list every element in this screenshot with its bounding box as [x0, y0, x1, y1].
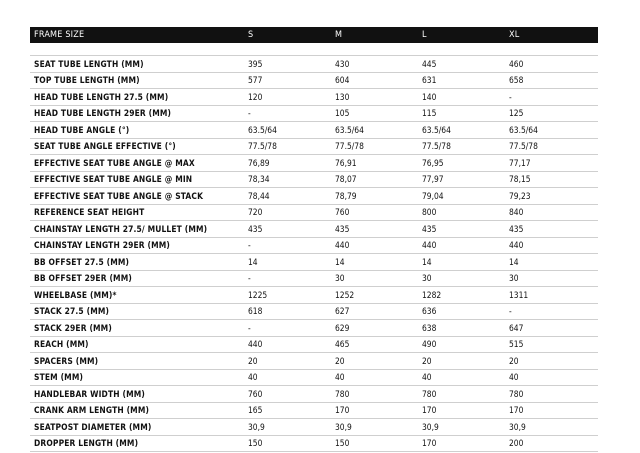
cell-size-l: 140 [422, 91, 437, 102]
cell-size-m: 105 [335, 108, 350, 119]
cell-size-m: 629 [335, 322, 350, 333]
cell-size-l: 77.5/78 [422, 141, 451, 152]
cell-size-s: 435 [248, 223, 263, 234]
row-label: HEAD TUBE LENGTH 27.5 (MM) [34, 91, 169, 102]
row-label: STACK 27.5 (MM) [34, 306, 110, 317]
cell-size-l: 115 [422, 108, 437, 119]
cell-size-l: 20 [422, 355, 432, 366]
row-label: DROPPER LENGTH (MM) [34, 438, 139, 449]
cell-size-xl: - [509, 91, 512, 102]
cell-size-m: 465 [335, 339, 350, 350]
cell-size-s: 395 [248, 58, 263, 69]
cell-size-m: 440 [335, 240, 350, 251]
cell-size-s: 120 [248, 91, 263, 102]
cell-size-l: 638 [422, 322, 437, 333]
table-row [30, 337, 598, 354]
cell-size-xl: 77,17 [509, 157, 531, 168]
row-label: HEAD TUBE LENGTH 29ER (MM) [34, 108, 172, 119]
table-row [30, 139, 598, 156]
cell-size-m: 78,07 [335, 174, 357, 185]
cell-size-s: - [248, 273, 251, 284]
row-label: EFFECTIVE SEAT TUBE ANGLE @ MIN [34, 174, 193, 185]
cell-size-xl: 63.5/64 [509, 124, 538, 135]
cell-size-xl: 79,23 [509, 190, 531, 201]
cell-size-s: 77.5/78 [248, 141, 277, 152]
table-row [30, 205, 598, 222]
cell-size-s: 30,9 [248, 421, 265, 432]
cell-size-s: 618 [248, 306, 263, 317]
table-row [30, 287, 598, 304]
cell-size-xl: 78,15 [509, 174, 531, 185]
cell-size-s: 78,44 [248, 190, 270, 201]
cell-size-l: 14 [422, 256, 432, 267]
cell-size-l: 30 [422, 273, 432, 284]
row-label: SEAT TUBE LENGTH (MM) [34, 58, 144, 69]
cell-size-xl: 170 [509, 405, 524, 416]
cell-size-xl: 840 [509, 207, 524, 218]
cell-size-l: 40 [422, 372, 432, 383]
row-label: BB OFFSET 27.5 (MM) [34, 256, 130, 267]
cell-size-s: 760 [248, 388, 263, 399]
cell-size-xl: 77.5/78 [509, 141, 538, 152]
row-label: REACH (MM) [34, 339, 89, 350]
geometry-table [30, 27, 598, 452]
cell-size-m: 780 [335, 388, 350, 399]
table-row [30, 106, 598, 123]
cell-size-s: - [248, 240, 251, 251]
cell-size-s: 165 [248, 405, 263, 416]
cell-size-s: - [248, 322, 251, 333]
cell-size-l: 440 [422, 240, 437, 251]
cell-size-l: 490 [422, 339, 437, 350]
cell-size-l: 170 [422, 405, 437, 416]
cell-size-s: 63.5/64 [248, 124, 277, 135]
row-label: TOP TUBE LENGTH (MM) [34, 75, 140, 86]
cell-size-l: 30,9 [422, 421, 439, 432]
cell-size-m: 150 [335, 438, 350, 449]
cell-size-xl: 200 [509, 438, 524, 449]
cell-size-s: 40 [248, 372, 258, 383]
row-label: STACK 29ER (MM) [34, 322, 112, 333]
cell-size-m: 63.5/64 [335, 124, 364, 135]
cell-size-m: 604 [335, 75, 350, 86]
row-label: EFFECTIVE SEAT TUBE ANGLE @ STACK [34, 190, 204, 201]
cell-size-m: 30,9 [335, 421, 352, 432]
header-size-xl: XL [509, 30, 520, 40]
cell-size-xl: 30,9 [509, 421, 526, 432]
cell-size-s: 14 [248, 256, 258, 267]
cell-size-xl: 647 [509, 322, 524, 333]
row-label: CRANK ARM LENGTH (MM) [34, 405, 150, 416]
cell-size-m: 14 [335, 256, 345, 267]
table-row [30, 370, 598, 387]
row-label: SEATPOST DIAMETER (MM) [34, 421, 152, 432]
cell-size-s: 76,89 [248, 157, 270, 168]
cell-size-l: 79,04 [422, 190, 444, 201]
cell-size-xl: 1311 [509, 289, 529, 300]
cell-size-xl: 435 [509, 223, 524, 234]
table-row [30, 386, 598, 403]
cell-size-s: 720 [248, 207, 263, 218]
cell-size-m: 77.5/78 [335, 141, 364, 152]
cell-size-xl: 30 [509, 273, 519, 284]
cell-size-s: 1225 [248, 289, 268, 300]
cell-size-l: 170 [422, 438, 437, 449]
cell-size-s: 150 [248, 438, 263, 449]
cell-size-xl: 125 [509, 108, 524, 119]
cell-size-l: 77,97 [422, 174, 444, 185]
cell-size-l: 435 [422, 223, 437, 234]
cell-size-m: 435 [335, 223, 350, 234]
table-row [30, 73, 598, 90]
table-row [30, 122, 598, 139]
cell-size-m: 1252 [335, 289, 355, 300]
row-label: CHAINSTAY LENGTH 29ER (MM) [34, 240, 170, 251]
row-label: BB OFFSET 29ER (MM) [34, 273, 132, 284]
cell-size-xl: - [509, 306, 512, 317]
table-row [30, 172, 598, 189]
cell-size-s: 78,34 [248, 174, 270, 185]
cell-size-m: 760 [335, 207, 350, 218]
cell-size-xl: 40 [509, 372, 519, 383]
row-label: EFFECTIVE SEAT TUBE ANGLE @ MAX [34, 157, 195, 168]
cell-size-xl: 20 [509, 355, 519, 366]
header-size-l: L [422, 30, 427, 40]
table-row [30, 254, 598, 271]
row-label: SEAT TUBE ANGLE EFFECTIVE (°) [34, 141, 176, 152]
cell-size-l: 800 [422, 207, 437, 218]
row-label: WHEELBASE (MM)* [34, 289, 117, 300]
cell-size-m: 430 [335, 58, 350, 69]
cell-size-m: 76,91 [335, 157, 357, 168]
header-size-m: M [335, 30, 343, 40]
table-row [30, 403, 598, 420]
cell-size-m: 20 [335, 355, 345, 366]
cell-size-l: 1282 [422, 289, 442, 300]
table-body [30, 56, 598, 452]
header-spacer [30, 43, 598, 56]
row-label: HANDLEBAR WIDTH (MM) [34, 388, 145, 399]
cell-size-m: 130 [335, 91, 350, 102]
table-row [30, 320, 598, 337]
cell-size-m: 40 [335, 372, 345, 383]
table-header [30, 27, 598, 43]
cell-size-l: 63.5/64 [422, 124, 451, 135]
cell-size-xl: 515 [509, 339, 524, 350]
cell-size-xl: 460 [509, 58, 524, 69]
table-row [30, 188, 598, 205]
cell-size-s: 577 [248, 75, 263, 86]
table-row [30, 419, 598, 436]
table-row [30, 436, 598, 453]
cell-size-s: - [248, 108, 251, 119]
cell-size-l: 631 [422, 75, 437, 86]
row-label: REFERENCE SEAT HEIGHT [34, 207, 145, 218]
row-label: HEAD TUBE ANGLE (°) [34, 124, 130, 135]
table-row [30, 353, 598, 370]
row-label: CHAINSTAY LENGTH 27.5/ MULLET (MM) [34, 223, 208, 234]
cell-size-l: 636 [422, 306, 437, 317]
row-label: STEM (MM) [34, 372, 84, 383]
table-row [30, 221, 598, 238]
cell-size-xl: 658 [509, 75, 524, 86]
cell-size-m: 627 [335, 306, 350, 317]
cell-size-s: 20 [248, 355, 258, 366]
cell-size-l: 76,95 [422, 157, 444, 168]
cell-size-l: 780 [422, 388, 437, 399]
cell-size-xl: 780 [509, 388, 524, 399]
cell-size-xl: 440 [509, 240, 524, 251]
cell-size-m: 78,79 [335, 190, 357, 201]
table-row [30, 56, 598, 73]
cell-size-s: 440 [248, 339, 263, 350]
cell-size-m: 30 [335, 273, 345, 284]
header-frame-size: FRAME SIZE [34, 30, 85, 40]
table-row [30, 271, 598, 288]
table-row [30, 155, 598, 172]
cell-size-m: 170 [335, 405, 350, 416]
table-row [30, 238, 598, 255]
table-row [30, 89, 598, 106]
header-size-s: S [248, 30, 254, 40]
table-row [30, 304, 598, 321]
cell-size-xl: 14 [509, 256, 519, 267]
cell-size-l: 445 [422, 58, 437, 69]
row-label: SPACERS (MM) [34, 355, 99, 366]
